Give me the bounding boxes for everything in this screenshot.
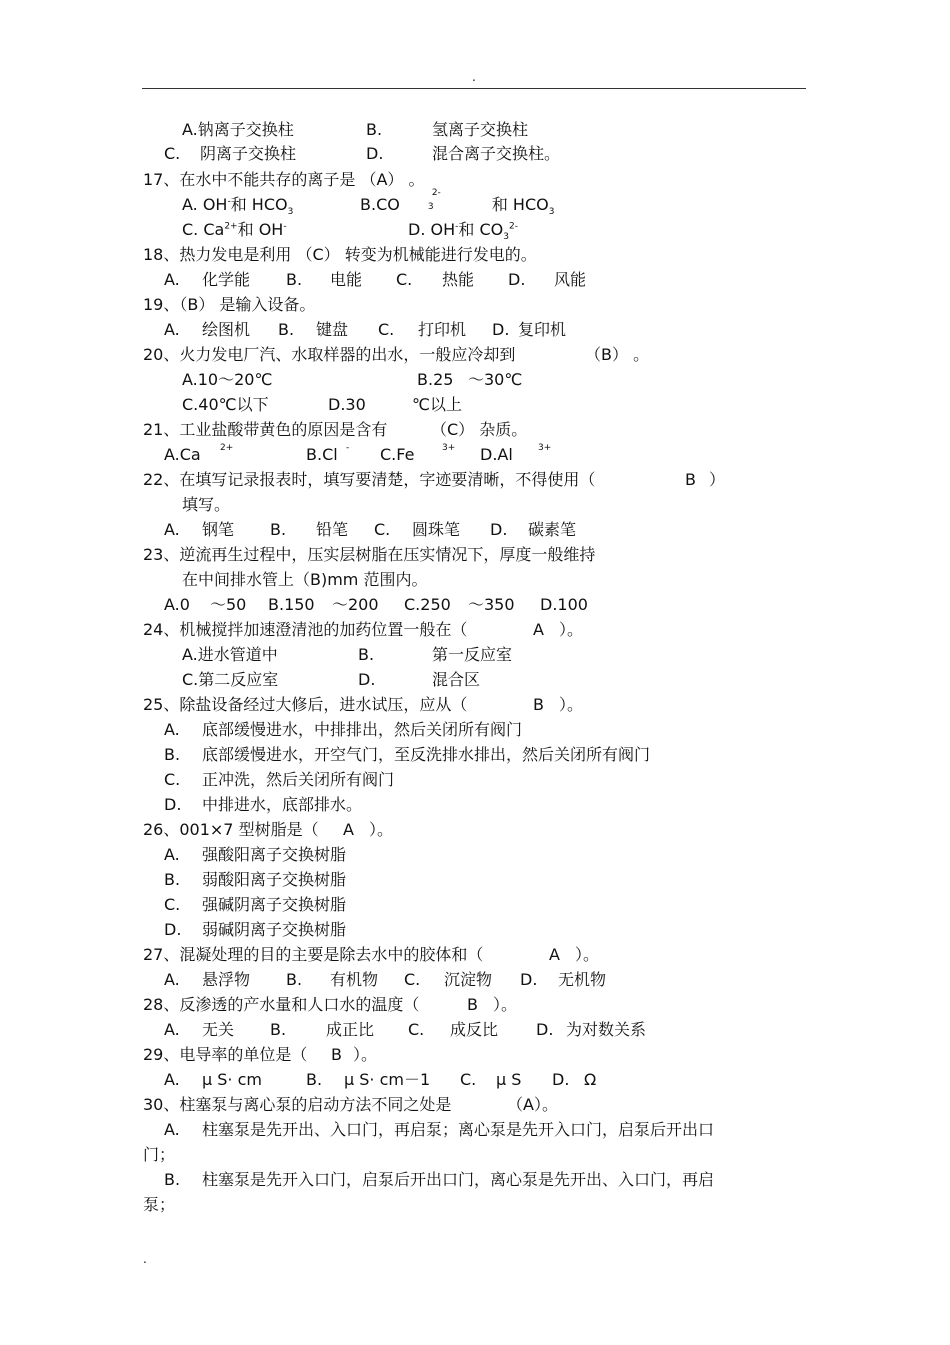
q17-row2 (182, 220, 518, 243)
q20-stem: 20、火力发电厂汽、水取样器的出水，一般应冷却到 （B） 。 (143, 345, 650, 364)
q24-row2: C.第二反应室 D. 混合区 (182, 670, 481, 689)
header-rule (142, 88, 806, 89)
q20-row2: C.40℃以下 D.30 ℃以上 (182, 395, 462, 414)
q25-option-a: A. 底部缓慢进水，中排排出，然后关闭所有阀门 (164, 720, 523, 739)
q23-options: A.0 ～50 B.150 ～200 C.250 ～350 D.100 (164, 595, 588, 614)
q25-option-d: D. 中排进水，底部排水。 (164, 795, 363, 814)
q29-options: A. μ S· cm B. μ S· cm－1 C. μ S D. Ω (164, 1070, 597, 1089)
q17-option-d: D. OH-和 $CO_3^{2-}$ (408, 220, 518, 243)
q23-stem: 23、逆流再生过程中，压实层树脂在压实情况下，厚度一般维持 (143, 545, 596, 564)
q25-option-b: B. 底部缓慢进水，开空气门，至反洗排水排出，然后关闭所有阀门 (164, 745, 651, 764)
q17-stem: 17、在水中不能共存的离子是 （A） 。 (143, 170, 425, 189)
q26-option-d: D. 弱碱阴离子交换树脂 (164, 920, 347, 939)
q16-option-c-label: C. (164, 144, 181, 163)
q17-row1 (182, 188, 555, 218)
q27-stem: 27、混凝处理的目的主要是除去水中的胶体和（ A ）。 (143, 945, 600, 964)
q28-options: A. 无关 B. 成正比 C. 成反比 D. 为对数关系 (164, 1020, 647, 1039)
q16-option-d-label: D. (366, 144, 384, 163)
q19-stem: 19、（B） 是输入设备。 (143, 295, 316, 314)
q18-options: A. 化学能 B. 电能 C. 热能 D. 风能 (164, 270, 587, 289)
q25-option-c: C. 正冲洗，然后关闭所有阀门 (164, 770, 395, 789)
footer-mark: . (143, 1252, 147, 1266)
q17-option-a: A. OH-和 $HCO_3$ (182, 195, 294, 218)
q19-options: A. 绘图机 B. 键盘 C. 打印机 D. 复印机 (164, 320, 567, 339)
q26-stem: 26、001×7 型树脂是（ A ）。 (143, 820, 394, 839)
q30-option-a-continued: 门； (143, 1145, 176, 1164)
q28-stem: 28、反渗透的产水量和人口水的温度（ B ）。 (143, 995, 518, 1014)
q16-row1 (182, 120, 528, 140)
q17-option-c: C. $Ca^{2+}$和 OH- (182, 220, 287, 239)
q30-option-b-continued: 泵； (143, 1195, 176, 1214)
header-mark: . (472, 70, 476, 84)
q29-stem: 29、电导率的单位是（ B ）。 (143, 1045, 378, 1064)
q26-option-b: B. 弱酸阳离子交换树脂 (164, 870, 347, 889)
q16-option-b-label: B. (366, 120, 383, 139)
q20-row1: A.10～20℃ B.25 ～30℃ (182, 370, 523, 389)
q30-option-b: B. 柱塞泵是先开入口门，启泵后开出口门，离心泵是先开出、入口门，再启 (164, 1170, 715, 1189)
q22-options: A. 钢笔 B. 铅笔 C. 圆珠笔 D. 碳素笔 (164, 520, 577, 539)
q16-option-d: 混合离子交换柱。 (432, 144, 561, 163)
q21-stem: 21、工业盐酸带黄色的原因是含有 （C） 杂质。 (143, 420, 528, 439)
q23-stem-continued: 在中间排水管上（B)mm 范围内。 (182, 570, 428, 589)
q17-option-b: B.CO 3 2- 和 $HCO_3$ (360, 188, 555, 218)
q16-row2 (164, 144, 560, 164)
q26-option-a: A. 强酸阳离子交换树脂 (164, 845, 347, 864)
q16-option-b: 氢离子交换柱 (432, 120, 529, 139)
q24-stem: 24、机械搅拌加速澄清池的加药位置一般在（ A ）。 (143, 620, 584, 639)
q18-stem: 18、热力发电是利用 （C） 转变为机械能进行发电的。 (143, 245, 537, 264)
q27-options: A. 悬浮物 B. 有机物 C. 沉淀物 D. 无机物 (164, 970, 607, 989)
q21-options: A.Ca $^{2+}$ B.Cl - C.Fe $^{3+}$ D.Al $^{3+}$ (164, 443, 552, 464)
q30-option-a: A. 柱塞泵是先开出、入口门，再启泵；离心泵是先开入口门，启泵后开出口 (164, 1120, 715, 1139)
q22-stem-continued: 填写。 (182, 495, 231, 514)
q26-option-c: C. 强碱阴离子交换树脂 (164, 895, 347, 914)
q16-option-c: 阴离子交换柱 (200, 144, 297, 163)
q25-stem: 25、除盐设备经过大修后，进水试压，应从（ B ）。 (143, 695, 584, 714)
q22-stem: 22、在填写记录报表时，填写要清楚，字迹要清晰，不得使用（ B ） (143, 470, 726, 489)
q16-option-a: A.钠离子交换柱 (182, 120, 294, 139)
q30-stem: 30、柱塞泵与离心泵的启动方法不同之处是 （A）。 (143, 1095, 558, 1114)
q24-row1: A.进水管道中 B. 第一反应室 (182, 645, 513, 664)
